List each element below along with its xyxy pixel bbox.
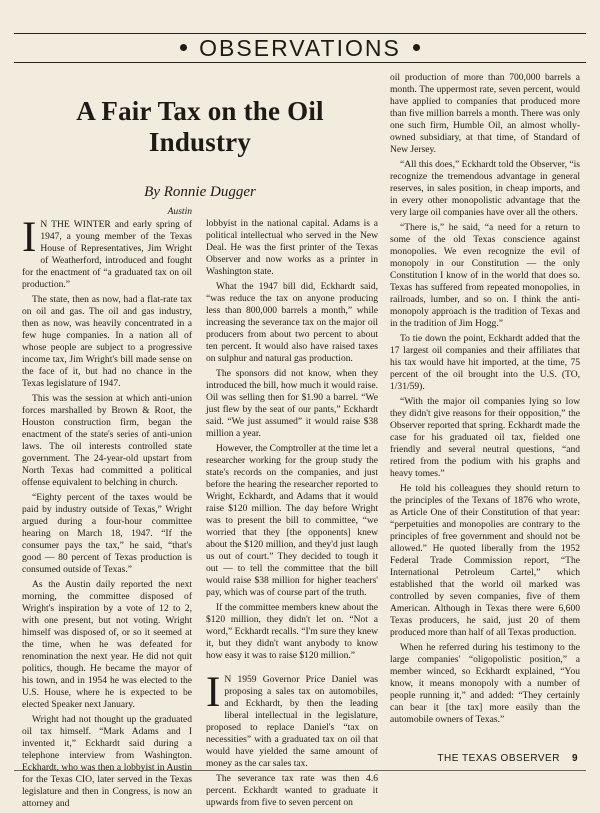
article-column-1 (22, 206, 192, 813)
paragraph: When he referred during his testimony to the large companies' “oligopolistic position,” a member winced, so Eckhardt explained, “You know, it means monopoly with a number of people running it,” and added: “They certainly can bear it [the tax] more easily than the automobile owners of Texas.” (390, 642, 580, 725)
bullet-right-icon (413, 44, 420, 51)
bullet-left-icon (180, 44, 187, 51)
paragraph: To tie down the point, Eckhardt added that the 17 largest oil companies and their affiliates that his tax would have hit imported, at the time, 75 percent of the oil brought into the U.S. (TO, 1/31/59). (390, 333, 580, 392)
paragraph: This was the session at which anti-union forces marshalled by Brown & Root, the Houston construction firm, began the enactment of the state's series of anti-union laws. The oil interests controlled state government. The 24-year-old upstart from North Texas had committed a political offense equivalent to belching in church. (22, 393, 192, 488)
paragraph: “Eighty percent of the taxes would be paid by industry outside of Texas,” Wright argued during a four-hour committee hearing on March 18, 1947. “If the consumer pays the tax,” he said, “that's good — 80 percent of Texas production is consumed outside of Texas.” (22, 492, 192, 575)
paragraph: I N 1959 Governor Price Daniel was proposing a sales tax on automobiles, and Eckhardt, by then the leading liberal intellectual in the legislature, proposed to replace Daniel's “tax on necessities” with a graduated tax on oil that would have yielded the same amount of money as the car sales tax. (206, 669, 378, 769)
footer-rule (14, 770, 586, 771)
article-column-2 (206, 218, 378, 812)
article-header (22, 78, 378, 201)
paragraph: oil production of more than 700,000 barrels a month. The uppermost rate, seven percent, would have applied to companies that produced more than five million barrels a month. There was only one such firm, Humble Oil, an almost wholly-owned subsidiary, at that time, of Standard of New Jersey. (390, 72, 580, 155)
paragraph: If the committee members knew about the $120 million, they didn't let on. “Not a word,” Eckhardt recalls. “I'm sure they knew it, but they didn't want anybody to know how easy it was to raise $120 million.” (206, 602, 378, 661)
paragraph: He told his colleagues they should return to the principles of the Texans of 1876 who wrote, as Article One of their Constitution of that year: “perpetuities and monopolies are contrary to the principles of free government and should not be allowed.” He quoted liberally from the 1952 Federal Trade Commission report, “The International Petroleum Cartel,” which established that the world oil marked was controlled by seven companies, five of them American. Although in Texas there were 6,600 Texas producers, he said, just 20 of them produced more than half of all Texas production. (390, 483, 580, 638)
paragraph: The severance tax rate was then 4.6 percent. Eckhardt wanted to graduate it upwards from five to seven percent on (206, 773, 378, 808)
article-headline: A Fair Tax on the Oil Industry (76, 96, 324, 157)
paragraph: “There is,” he said, “a need for a return to some of the old Texas conscience against monopolies. We even recognize the evil of monopoly in our Constitution — the only Constitution I know of in the world that does so. Texas has suffered from repeated monopolies, in railroads, lumber, and so on. I think the anti-monopoly approach is the tradition of Texas and in the tradition of Jim Hogg.” (390, 222, 580, 329)
paragraph: lobbyist in the national capital. Adams is a political intellectual who served in the New Deal. He was the first printer of the Texas Observer and now works as a printer in Washington state. (206, 218, 378, 277)
paragraph: “All this does,” Eckhardt told the Observer, “is recognize the tremendous advantage in general reserves, in sales position, in cheap imports, and in every other monopolistic advantage that the very large oil companies have over all the others. (390, 159, 580, 218)
publication-name: THE TEXAS OBSERVER (437, 753, 560, 764)
article-byline: By Ronnie Dugger (144, 184, 256, 200)
banner-title: OBSERVATIONS (199, 35, 401, 61)
page-footer (437, 753, 578, 764)
paragraph: However, the Comptroller at the time let a researcher working for the group study the state's records on the companies, and just before the hearing the researcher reported to Wright, Eckhardt, and Adams that it would raise $120 million. The day before Wright was to present the bill to committee, “we worried that they [the opponents] knew about the $120 million, and they'd just laugh us out of court.” They decided to tough it out — to tell the committee that the bill would raise $38 million for higher teachers' pay, which was of course part of the truth. (206, 443, 378, 598)
paragraph: The sponsors did not know, when they introduced the bill, how much it would raise. Oil was selling then for $1.90 a barrel. “We just flew by the seat of our pants,” Eckhardt said. “We just assumed” it would raise $38 million a year. (206, 368, 378, 439)
paragraph: I N THE WINTER and early spring of 1947, a young member of the Texas House of Representatives, Jim Wright of Weatherford, introduced and fought for the enactment of “a graduated tax on oil production.” (22, 214, 192, 290)
drop-cap: I (22, 214, 37, 261)
paragraph: The state, then as now, had a flat-rate tax on oil and gas. The oil and gas industry, then as now, was heavily concentrated in a few huge companies. In a nation all of whose people are subject to a progressive income tax, Jim Wright's bill made sense on the face of it, but had no chance in the Texas legislature of 1947. (22, 294, 192, 389)
page-number: 9 (571, 753, 578, 764)
paragraph: Wright had not thought up the graduated oil tax himself. “Mark Adams and I invented it,” Eckhardt said during a telephone interview from Washington. Eckhardt, who was then a lobbyist in Austin for the Texas CIO, later served in the Texas legislature and then in Congress, is now an attorney and (22, 714, 192, 809)
dateline: Austin (167, 206, 192, 217)
section-banner (14, 33, 586, 63)
drop-cap: I (206, 669, 221, 716)
article-column-3 (390, 72, 580, 729)
paragraph: As the Austin daily reported the next morning, the committee disposed of Wright's inspiration by a vote of 12 to 2, with one present, but not voting. Wright himself was disposed of, or so it seemed at the time, when he was defeated for renomination the next year. He did not quit politics, though. He became the mayor of his town, and in 1954 he was elected to the U.S. House, where he is expected to be elected Speaker next January. (22, 579, 192, 710)
paragraph: “With the major oil companies lying so low they didn't give reasons for their opposition,” the Observer reported that spring. Eckhardt made the case for his graduated oil tax, fielded one friendly and several neutral questions, “and retired from the podium with his graphs and heavy tomes.” (390, 396, 580, 479)
paragraph: What the 1947 bill did, Eckhardt said, “was reduce the tax on anyone producing less than 800,000 barrels a month,” while increasing the severance tax on the major oil producers from about two percent to about ten percent. It would also have raised taxes on sulphur and natural gas production. (206, 281, 378, 364)
